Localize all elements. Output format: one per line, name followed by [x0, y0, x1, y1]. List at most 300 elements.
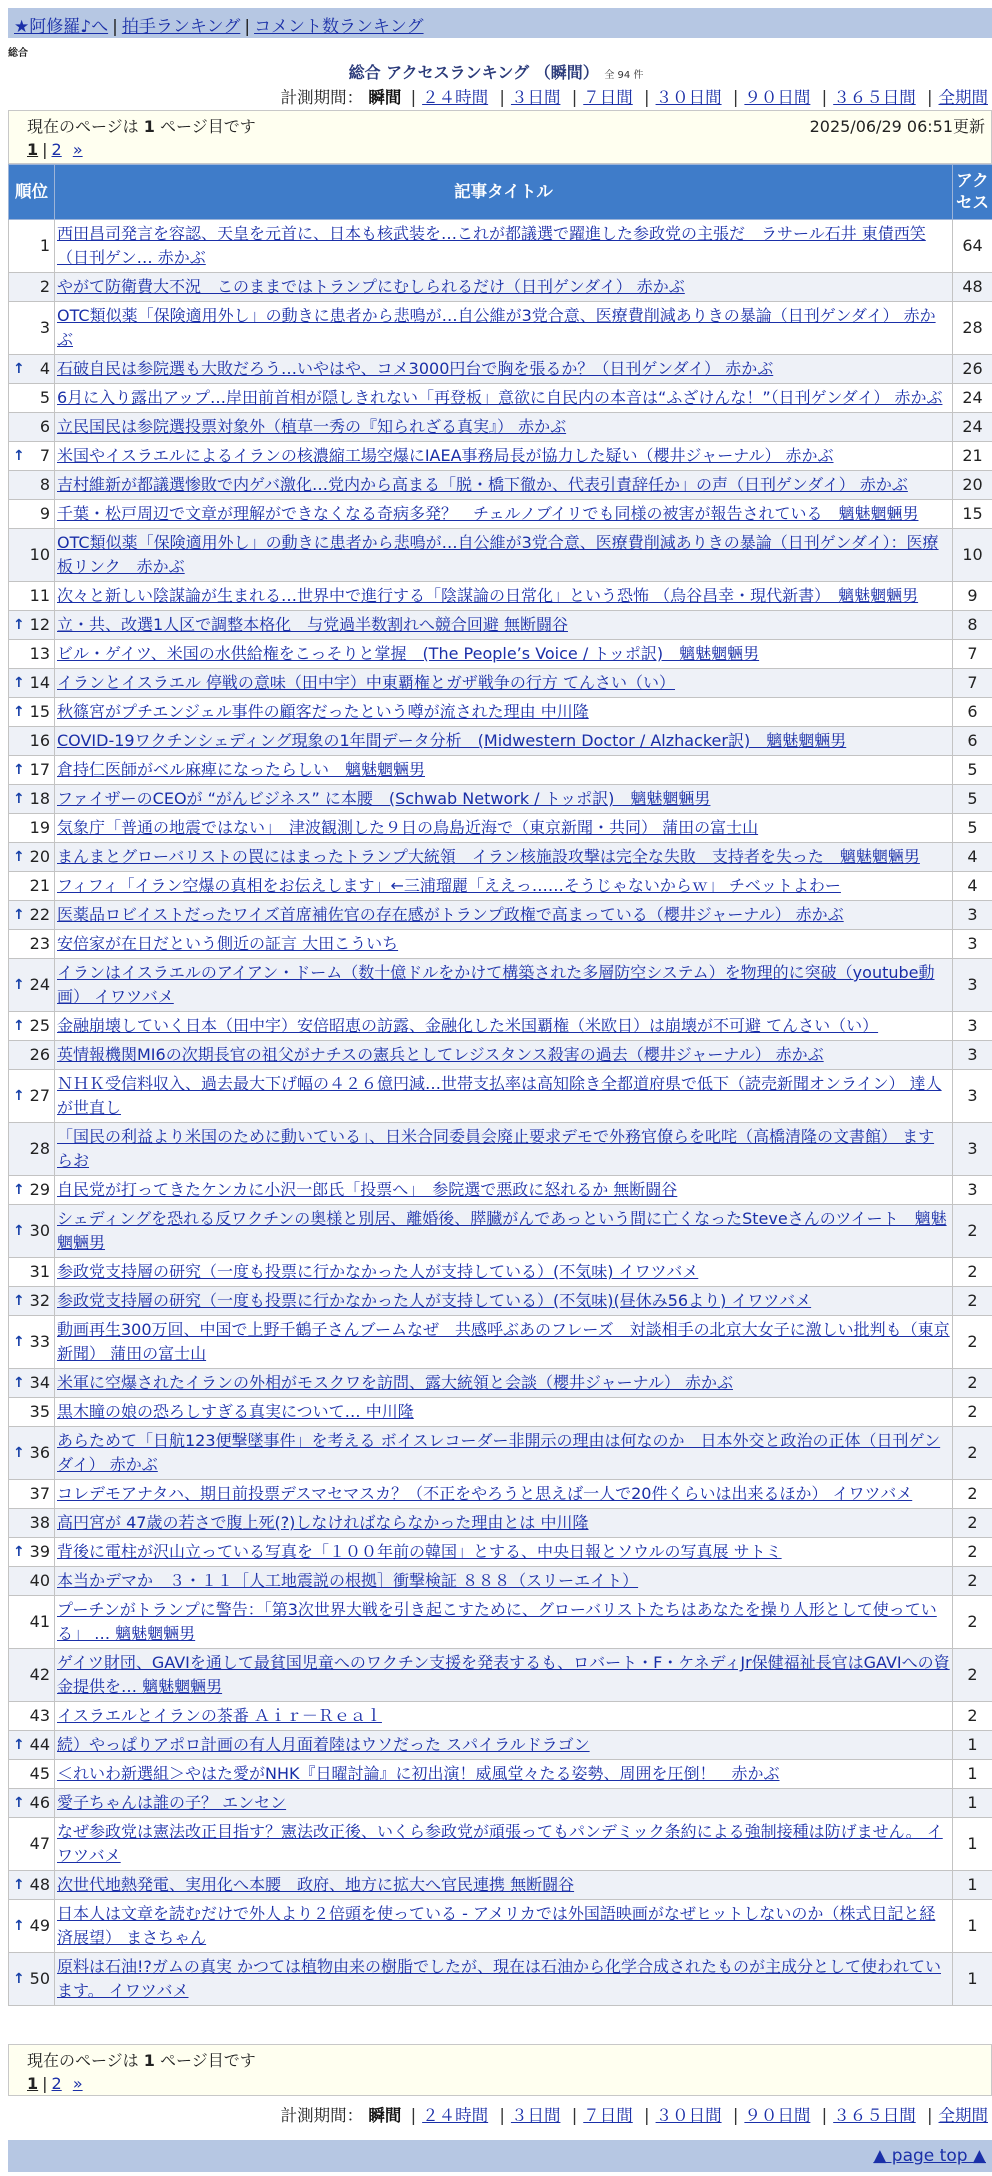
title-cell — [55, 442, 953, 471]
rank-cell — [9, 1567, 55, 1596]
access-count: 2 — [953, 1480, 992, 1509]
article-link[interactable]: ゲイツ財団、GAVIを通して最貧国児童へのワクチン支援を発表するも、ロバート・F・ケネディJr保健福祉長官はGAVIへの資金提供を… 魑魅魍魎男 — [57, 1653, 950, 1696]
access-count: 1 — [953, 1871, 992, 1900]
next-page-link[interactable]: » — [72, 140, 83, 159]
table-row — [9, 814, 992, 843]
rank-cell — [9, 1731, 55, 1760]
article-link[interactable]: 次世代地熱発電、実用化へ本腰 政府、地方に拡大へ官民連携 無断闘谷 — [57, 1875, 575, 1894]
article-link[interactable]: あらためて「日航123便撃墜事件」を考える ボイスレコーダー非開示の理由は何なのか 日本外交と政治の正体（日刊ゲンダイ） 赤かぶ — [57, 1431, 941, 1474]
rank-cell — [9, 1900, 55, 1953]
table-row — [9, 1316, 992, 1369]
access-count: 2 — [953, 1649, 992, 1702]
rank-number: 40 — [29, 1571, 50, 1590]
rank-number: 12 — [29, 615, 50, 634]
period-label: 計測期間： — [280, 88, 364, 107]
rank-number: 31 — [29, 1262, 50, 1281]
access-count: 1 — [953, 1953, 992, 2006]
title-cell — [55, 529, 953, 582]
period-link-all[interactable]: 全期間 — [938, 2106, 988, 2125]
access-count: 1 — [953, 1818, 992, 1871]
rank-number: 17 — [29, 760, 50, 779]
article-link[interactable]: ファイザーのCEOが “がんビジネス” に本腰 (Schwab Network / トッポ訳) 魑魅魍魎男 — [57, 789, 711, 808]
clap-ranking-link[interactable]: 拍手ランキング — [121, 17, 241, 37]
article-link[interactable]: 本当かデマか ３・１１［人工地震説の根拠］衝撃検証 ８８８（スリーエイト） — [57, 1571, 639, 1590]
table-row — [9, 529, 992, 582]
title-cell — [55, 640, 953, 669]
rank-up-arrow-icon: ↑ — [13, 1018, 25, 1034]
access-count: 2 — [953, 1567, 992, 1596]
article-link[interactable]: 次々と新しい陰謀論が生まれる…世界中で進行する「陰謀論の日常化」という恐怖 （烏谷昌幸・現代新書） 魑魅魍魎男 — [57, 586, 919, 605]
article-link[interactable]: プーチンがトランプに警告：「第3次世界大戦を引き起こすために、グローバリストたちはあなたを操り人形として使っている」 … 魑魅魍魎男 — [57, 1600, 937, 1643]
period-link-90d[interactable]: ９０日間 — [744, 2106, 811, 2125]
article-link[interactable]: 背後に電柱が沢山立っている写真を「１００年前の韓国」とする、中央日報とソウルの写真展 サトミ — [57, 1542, 782, 1561]
period-link-30d[interactable]: ３０日間 — [655, 88, 722, 107]
rank-up-arrow-icon: ↑ — [13, 1334, 25, 1350]
table-row — [9, 872, 992, 901]
article-link[interactable]: 吉村維新が都議選惨敗で内ゲバ激化…党内から高まる「脱・橋下徹か、代表引責辞任か」の声（日刊ゲンダイ） 赤かぶ — [57, 475, 908, 494]
rank-number: 6 — [39, 417, 50, 436]
rank-cell — [9, 413, 55, 442]
rank-cell — [9, 302, 55, 355]
rank-number: 30 — [29, 1221, 50, 1240]
rank-cell — [9, 1398, 55, 1427]
access-count: 28 — [953, 302, 992, 355]
rank-number: 15 — [29, 702, 50, 721]
access-count: 24 — [953, 384, 992, 413]
rank-number: 48 — [29, 1875, 50, 1894]
ranking-table — [8, 164, 992, 2006]
table-row — [9, 1731, 992, 1760]
rank-cell — [9, 756, 55, 785]
rank-cell — [9, 1287, 55, 1316]
title-cell — [55, 785, 953, 814]
access-count: 1 — [953, 1900, 992, 1953]
rank-number: 11 — [29, 586, 50, 605]
rank-cell — [9, 582, 55, 611]
rank-cell — [9, 669, 55, 698]
article-link[interactable]: 米軍に空爆されたイランの外相がモスクワを訪問、露大統領と会談（櫻井ジャーナル） 赤かぶ — [57, 1373, 733, 1392]
article-link[interactable]: 続）やっぱりアポロ計画の有人月面着陸はウソだった スパイラルドラゴン — [57, 1735, 590, 1754]
article-link[interactable]: 立・共、改選1人区で調整本格化 与党過半数割れへ競合回避 無断闘谷 — [57, 615, 568, 634]
title-cell — [55, 901, 953, 930]
rank-cell — [9, 611, 55, 640]
rank-up-arrow-icon: ↑ — [13, 762, 25, 778]
table-row — [9, 1287, 992, 1316]
period-link-365d[interactable]: ３６５日間 — [833, 88, 916, 107]
table-row — [9, 1596, 992, 1649]
rank-cell — [9, 959, 55, 1012]
article-link[interactable]: コレデモアナタハ、期日前投票デスマセマスカ？（不正をやろうと思えば一人で20件くらいは出来るほか） イワツバメ — [57, 1484, 913, 1503]
article-link[interactable]: 立民国民は参院選投票対象外（植草一秀の『知られざる真実』） 赤かぶ — [57, 417, 567, 436]
article-link[interactable]: まんまとグローバリストの罠にはまったトランプ大統領 イラン核施設攻撃は完全な失敗 支持者を失った 魑魅魍魎男 — [57, 847, 920, 866]
title-cell — [55, 872, 953, 901]
rank-cell — [9, 901, 55, 930]
rank-number: 2 — [39, 277, 50, 296]
title-cell — [55, 814, 953, 843]
rank-number: 43 — [29, 1706, 50, 1725]
rank-number: 25 — [29, 1016, 50, 1035]
title-cell — [55, 698, 953, 727]
period-link-365d[interactable]: ３６５日間 — [833, 2106, 916, 2125]
rank-cell — [9, 1818, 55, 1871]
title-cell — [55, 959, 953, 1012]
table-row — [9, 698, 992, 727]
rank-cell — [9, 1123, 55, 1176]
access-count: 5 — [953, 756, 992, 785]
title-cell — [55, 1398, 953, 1427]
article-link[interactable]: ビル・ゲイツ、米国の水供給権をこっそりと掌握 (The People’s Voice / トッポ訳) 魑魅魍魎男 — [57, 644, 760, 663]
table-row — [9, 1258, 992, 1287]
period-link-3d[interactable]: ３日間 — [510, 2106, 561, 2125]
rank-number: 27 — [29, 1086, 50, 1105]
table-row — [9, 1480, 992, 1509]
rank-cell — [9, 698, 55, 727]
article-link[interactable]: 動画再生300万回、中国で上野千鶴子さんブームなぜ 共感呼ぶあのフレーズ 対談相手の北京大女子に激しい批判も（東京新聞） 蒲田の富士山 — [57, 1320, 950, 1363]
rank-number: 13 — [29, 644, 50, 663]
table-row — [9, 1900, 992, 1953]
header-title: 記事タイトル — [55, 165, 953, 220]
rank-cell — [9, 1012, 55, 1041]
page-link-2[interactable]: 2 — [51, 140, 62, 159]
access-count: 2 — [953, 1398, 992, 1427]
table-row — [9, 901, 992, 930]
item-count: 全 94 件 — [604, 70, 644, 81]
header-rank: 順位 — [9, 165, 55, 220]
rank-number: 10 — [29, 545, 50, 564]
rank-number: 8 — [39, 475, 50, 494]
rank-number: 26 — [29, 1045, 50, 1064]
article-link[interactable]: 米国やイスラエルによるイランの核濃縮工場空爆にIAEA事務局長が協力した疑い（櫻井ジャーナル） 赤かぶ — [57, 446, 834, 465]
rank-cell — [9, 384, 55, 413]
table-row — [9, 1427, 992, 1480]
title-cell — [55, 1731, 953, 1760]
rank-cell — [9, 1509, 55, 1538]
next-page-link[interactable]: » — [72, 2074, 83, 2093]
page-current: 1 — [27, 140, 39, 159]
rank-number: 23 — [29, 934, 50, 953]
article-link[interactable]: イスラエルとイランの茶番 Ａｉｒ－Ｒｅａｌ — [57, 1706, 382, 1725]
access-count: 3 — [953, 930, 992, 959]
period-selector-top: 計測期間： 瞬間 | ２４時間 | ３日間 | ７日間 | ３０日間 | ９０日間 | ３６５日間 | 全期間 — [280, 88, 988, 107]
title-cell — [55, 1567, 953, 1596]
access-count: 3 — [953, 1176, 992, 1205]
title-cell — [55, 1316, 953, 1369]
article-link[interactable]: 「国民の利益より米国のために動いている」、日米合同委員会廃止要求デモで外務官僚らを叱咤（高橋清隆の文書館） ますらお — [57, 1127, 935, 1170]
access-count: 1 — [953, 1789, 992, 1818]
rank-cell — [9, 529, 55, 582]
rank-number: 21 — [29, 876, 50, 895]
article-link[interactable]: イランはイスラエルのアイアン・ドーム（数十億ドルをかけて構築された多層防空システム）を物理的に突破（youtube動画） イワツバメ — [57, 963, 935, 1006]
article-link[interactable]: OTC類似薬「保険適用外し」の動きに患者から悲鳴が…自公維が3党合意、医療費削減ありきの暴論（日刊ゲンダイ）：医療板リンク 赤かぶ — [57, 533, 939, 576]
rank-cell — [9, 1953, 55, 2006]
table-row — [9, 1702, 992, 1731]
title-cell — [55, 1070, 953, 1123]
rank-number: 33 — [29, 1332, 50, 1351]
rank-cell — [9, 442, 55, 471]
article-link[interactable]: 参政党支持層の研究（一度も投票に行かなかった人が支持している）(不気味)(昼休み56より) イワツバメ — [57, 1291, 812, 1310]
access-count: 3 — [953, 1123, 992, 1176]
period-link-all[interactable]: 全期間 — [938, 88, 988, 107]
article-link[interactable]: イランとイスラエル 停戦の意味（田中宇）中東覇権とガザ戦争の行方 てんさい（い） — [57, 673, 676, 692]
title-cell — [55, 1871, 953, 1900]
rank-number: 37 — [29, 1484, 50, 1503]
table-row — [9, 582, 992, 611]
period-link-3d[interactable]: ３日間 — [510, 88, 561, 107]
period-link-7d[interactable]: ７日間 — [583, 2106, 633, 2125]
rank-number: 24 — [29, 975, 50, 994]
rank-cell — [9, 1427, 55, 1480]
rank-up-arrow-icon: ↑ — [13, 907, 25, 923]
rank-up-arrow-icon: ↑ — [13, 1445, 25, 1461]
access-count: 2 — [953, 1702, 992, 1731]
table-row — [9, 1398, 992, 1427]
rank-up-arrow-icon: ↑ — [13, 977, 25, 993]
access-count: 8 — [953, 611, 992, 640]
access-count: 2 — [953, 1596, 992, 1649]
page-top-link[interactable]: ▲ page top ▲ — [873, 2146, 986, 2166]
table-row — [9, 1649, 992, 1702]
rank-cell — [9, 930, 55, 959]
table-row — [9, 669, 992, 698]
access-count: 2 — [953, 1258, 992, 1287]
rank-number: 49 — [29, 1916, 50, 1935]
rank-cell — [9, 1789, 55, 1818]
rank-cell — [9, 355, 55, 384]
rank-cell — [9, 1760, 55, 1789]
period-link-30d[interactable]: ３０日間 — [655, 2106, 722, 2125]
rank-number: 28 — [29, 1139, 50, 1158]
title-cell — [55, 1900, 953, 1953]
table-row — [9, 273, 992, 302]
rank-up-arrow-icon: ↑ — [13, 617, 25, 633]
access-count: 5 — [953, 785, 992, 814]
title-cell — [55, 1123, 953, 1176]
table-row — [9, 930, 992, 959]
article-link[interactable]: 日本人は文章を読むだけで外人より２倍頭を使っている - アメリカでは外国語映画がなぜヒットしないのか（株式日記と経済展望） まさちゃん — [57, 1904, 936, 1947]
rank-up-arrow-icon: ↑ — [13, 1971, 25, 1987]
current-page-text: 現在のページは 1 ページ目です — [27, 117, 256, 136]
table-row — [9, 442, 992, 471]
rank-cell — [9, 843, 55, 872]
article-link[interactable]: 英情報機関MI6の次期長官の祖父がナチスの憲兵としてレジスタンス殺害の過去（櫻井ジャーナル） 赤かぶ — [57, 1045, 824, 1064]
article-link[interactable]: 西田昌司発言を容認、天皇を元首に、日本も核武装を…これが都議選で躍進した参政党の主張だ ラサール石井 東債西笑（日刊ゲン… 赤かぶ — [57, 224, 926, 267]
category-label: 総合 — [8, 48, 28, 59]
rank-up-arrow-icon: ↑ — [13, 849, 25, 865]
access-count: 64 — [953, 220, 992, 273]
table-row — [9, 1953, 992, 2006]
title-cell — [55, 500, 953, 529]
rank-cell — [9, 471, 55, 500]
rank-number: 47 — [29, 1834, 50, 1853]
bottom-bar — [8, 2140, 992, 2172]
title-cell — [55, 1818, 953, 1871]
page-link-2[interactable]: 2 — [51, 2074, 62, 2093]
title-cell — [55, 1205, 953, 1258]
access-count: 6 — [953, 698, 992, 727]
rank-number: 9 — [39, 504, 50, 523]
table-row — [9, 1760, 992, 1789]
article-link[interactable]: 医薬品ロビイストだったワイズ首席補佐官の存在感がトランプ政権で高まっている（櫻井ジャーナル） 赤かぶ — [57, 905, 844, 924]
period-link-90d[interactable]: ９０日間 — [744, 88, 811, 107]
rank-number: 45 — [29, 1764, 50, 1783]
access-count: 2 — [953, 1316, 992, 1369]
article-link[interactable]: 千葉・松戸周辺で文章が理解ができなくなる奇病多発？ チェルノブイリでも同様の被害が報告されている 魑魅魍魎男 — [57, 504, 919, 523]
page-current: 1 — [27, 2074, 39, 2093]
table-row — [9, 471, 992, 500]
rank-cell — [9, 727, 55, 756]
rank-number: 19 — [29, 818, 50, 837]
rank-number: 29 — [29, 1180, 50, 1199]
period-link-24h[interactable]: ２４時間 — [422, 2106, 489, 2125]
pagination-bottom: 1 | 2 » — [27, 2074, 83, 2093]
access-count: 15 — [953, 500, 992, 529]
rank-up-arrow-icon: ↑ — [13, 1375, 25, 1391]
rank-cell — [9, 500, 55, 529]
table-row — [9, 785, 992, 814]
table-row — [9, 384, 992, 413]
table-row — [9, 1176, 992, 1205]
table-row — [9, 727, 992, 756]
access-count: 3 — [953, 959, 992, 1012]
article-link[interactable]: 石破自民は参院選も大敗だろう…いやはや、コメ3000円台で胸を張るか？（日刊ゲンダイ） 赤かぶ — [57, 359, 774, 378]
title-cell — [55, 355, 953, 384]
rank-number: 41 — [29, 1612, 50, 1631]
title-cell — [55, 1702, 953, 1731]
comment-ranking-link[interactable]: コメント数ランキング — [254, 17, 424, 37]
rank-cell — [9, 640, 55, 669]
article-link[interactable]: 秋篠宮がプチエンジェル事件の顧客だったという噂が流された理由 中川隆 — [57, 702, 589, 721]
rank-number: 22 — [29, 905, 50, 924]
article-link[interactable]: 金融崩壊していく日本（田中宇）安倍昭恵の訪露、金融化した米国覇権（米欧日）は崩壊が不可避 てんさい（い） — [57, 1016, 879, 1035]
rank-number: 42 — [29, 1665, 50, 1684]
table-header-row — [9, 165, 992, 220]
article-link[interactable]: 6月に入り露出アップ…岸田前首相が隠しきれない「再登板」意欲に自民内の本音は“ふざけんな！”（日刊ゲンダイ） 赤かぶ — [57, 388, 943, 407]
access-count: 6 — [953, 727, 992, 756]
article-link[interactable]: 安倍家が在日だという側近の証言 大田こういち — [57, 934, 399, 953]
article-link[interactable]: 気象庁「普通の地震ではない」 津波観測した９日の鳥島近海で（東京新聞・共同） 蒲田の富士山 — [57, 818, 759, 837]
rank-cell — [9, 1596, 55, 1649]
article-link[interactable]: 黒木瞳の娘の恐ろしすぎる真実について… 中川隆 — [57, 1402, 414, 1421]
title-cell — [55, 1509, 953, 1538]
title-cell — [55, 1480, 953, 1509]
rank-cell — [9, 1480, 55, 1509]
rank-cell — [9, 1649, 55, 1702]
access-count: 2 — [953, 1205, 992, 1258]
table-row — [9, 1818, 992, 1871]
article-link[interactable]: ＜れいわ新選組＞やはた愛がNHK『日曜討論』に初出演！威風堂々たる姿勢、周囲を圧倒！ 赤かぶ — [57, 1764, 780, 1783]
table-row — [9, 1012, 992, 1041]
title-cell — [55, 1369, 953, 1398]
period-current: 瞬間 — [368, 88, 402, 107]
article-link[interactable]: 自民党が打ってきたケンカに小沢一郎氏「投票へ」 参院選で悪政に怒れるか 無断闘谷 — [57, 1180, 678, 1199]
title-cell — [55, 302, 953, 355]
access-count: 26 — [953, 355, 992, 384]
title-cell — [55, 1258, 953, 1287]
table-row — [9, 302, 992, 355]
access-count: 3 — [953, 1041, 992, 1070]
table-row — [9, 1070, 992, 1123]
access-count: 3 — [953, 1070, 992, 1123]
title-cell — [55, 843, 953, 872]
access-count: 9 — [953, 582, 992, 611]
period-link-24h[interactable]: ２４時間 — [422, 88, 489, 107]
period-link-7d[interactable]: ７日間 — [583, 88, 633, 107]
top-nav-bar — [8, 8, 992, 38]
rank-number: 34 — [29, 1373, 50, 1392]
article-link[interactable]: 参政党支持層の研究（一度も投票に行かなかった人が支持している）(不気味) イワツバメ — [57, 1262, 699, 1281]
article-link[interactable]: OTC類似薬「保険適用外し」の動きに患者から悲鳴が…自公維が3党合意、医療費削減ありきの暴論（日刊ゲンダイ） 赤かぶ — [57, 306, 936, 349]
rank-up-arrow-icon: ↑ — [13, 361, 25, 377]
table-row — [9, 355, 992, 384]
access-count: 1 — [953, 1760, 992, 1789]
article-link[interactable]: 倉持仁医師がベル麻痺になったらしい 魑魅魍魎男 — [57, 760, 426, 779]
table-row — [9, 413, 992, 442]
access-count: 24 — [953, 413, 992, 442]
rank-up-arrow-icon: ↑ — [13, 1088, 25, 1104]
rank-up-arrow-icon: ↑ — [13, 1182, 25, 1198]
table-row — [9, 1041, 992, 1070]
access-count: 5 — [953, 814, 992, 843]
article-link[interactable]: COVID-19ワクチンシェディング現象の1年間データ分析 (Midwestern Doctor / Alzhacker訳) 魑魅魍魎男 — [57, 731, 847, 750]
rank-number: 18 — [29, 789, 50, 808]
article-link[interactable]: 愛子ちゃんは誰の子？ エンセン — [57, 1793, 287, 1812]
title-cell — [55, 756, 953, 785]
title-cell — [55, 1538, 953, 1567]
rank-up-arrow-icon: ↑ — [13, 675, 25, 691]
article-link[interactable]: やがて防衛費大不況 このままではトランプにむしられるだけ（日刊ゲンダイ） 赤かぶ — [57, 277, 685, 296]
access-count: 2 — [953, 1369, 992, 1398]
article-link[interactable]: 高円宮が 47歳の若さで腹上死(?)しなければならなかった理由とは 中川隆 — [57, 1513, 589, 1532]
title-cell — [55, 1041, 953, 1070]
pager-top — [8, 110, 992, 164]
rank-cell — [9, 220, 55, 273]
home-link[interactable]: ★阿修羅♪へ — [14, 17, 109, 37]
article-link[interactable]: ＮＨＫ受信料収入、過去最大下げ幅の４２６億円減…世帯支払率は高知除き全都道府県で低下（読売新聞オンライン） 達人が世直し — [57, 1074, 942, 1117]
title-cell — [55, 1596, 953, 1649]
period-current: 瞬間 — [368, 2106, 402, 2125]
title-cell — [55, 1649, 953, 1702]
rank-up-arrow-icon: ↑ — [13, 448, 25, 464]
rank-number: 4 — [39, 359, 50, 378]
access-count: 1 — [953, 1731, 992, 1760]
rank-number: 46 — [29, 1793, 50, 1812]
title-cell — [55, 582, 953, 611]
table-row — [9, 1369, 992, 1398]
access-count: 10 — [953, 529, 992, 582]
rank-number: 36 — [29, 1443, 50, 1462]
title-cell — [55, 471, 953, 500]
access-count: 2 — [953, 1538, 992, 1567]
rank-number: 35 — [29, 1402, 50, 1421]
access-count: 4 — [953, 872, 992, 901]
rank-up-arrow-icon: ↑ — [13, 1795, 25, 1811]
access-count: 2 — [953, 1287, 992, 1316]
header-access: アクセス — [953, 165, 992, 220]
article-link[interactable]: シェディングを恐れる反ワクチンの奥様と別居、離婚後、膵臓がんであっという間に亡くなったSteveさんのツイート 魑魅魍魎男 — [57, 1209, 947, 1252]
updated-timestamp: 2025/06/29 06:51更新 — [809, 117, 985, 136]
rank-number: 50 — [29, 1969, 50, 1988]
nav-separator: | — [112, 17, 118, 37]
article-link[interactable]: フィフィ「イラン空爆の真相をお伝えします」←三浦瑠麗「ええっ……そうじゃないからｗ」 チベットよわー — [57, 876, 841, 895]
ranking-body — [9, 220, 992, 2006]
rank-cell — [9, 785, 55, 814]
article-link[interactable]: なぜ参政党は憲法改正目指す？憲法改正後、いくら参政党が頑張ってもパンデミック条約による強制接種は防げません。 イワツバメ — [57, 1822, 943, 1865]
rank-cell — [9, 1258, 55, 1287]
article-link[interactable]: 原料は石油!?ガムの真実 かつては植物由来の樹脂でしたが、現在は石油から化学合成されたものが主成分として使われています。 イワツバメ — [57, 1957, 941, 2000]
rank-number: 39 — [29, 1542, 50, 1561]
access-count: 3 — [953, 901, 992, 930]
title-cell — [55, 611, 953, 640]
